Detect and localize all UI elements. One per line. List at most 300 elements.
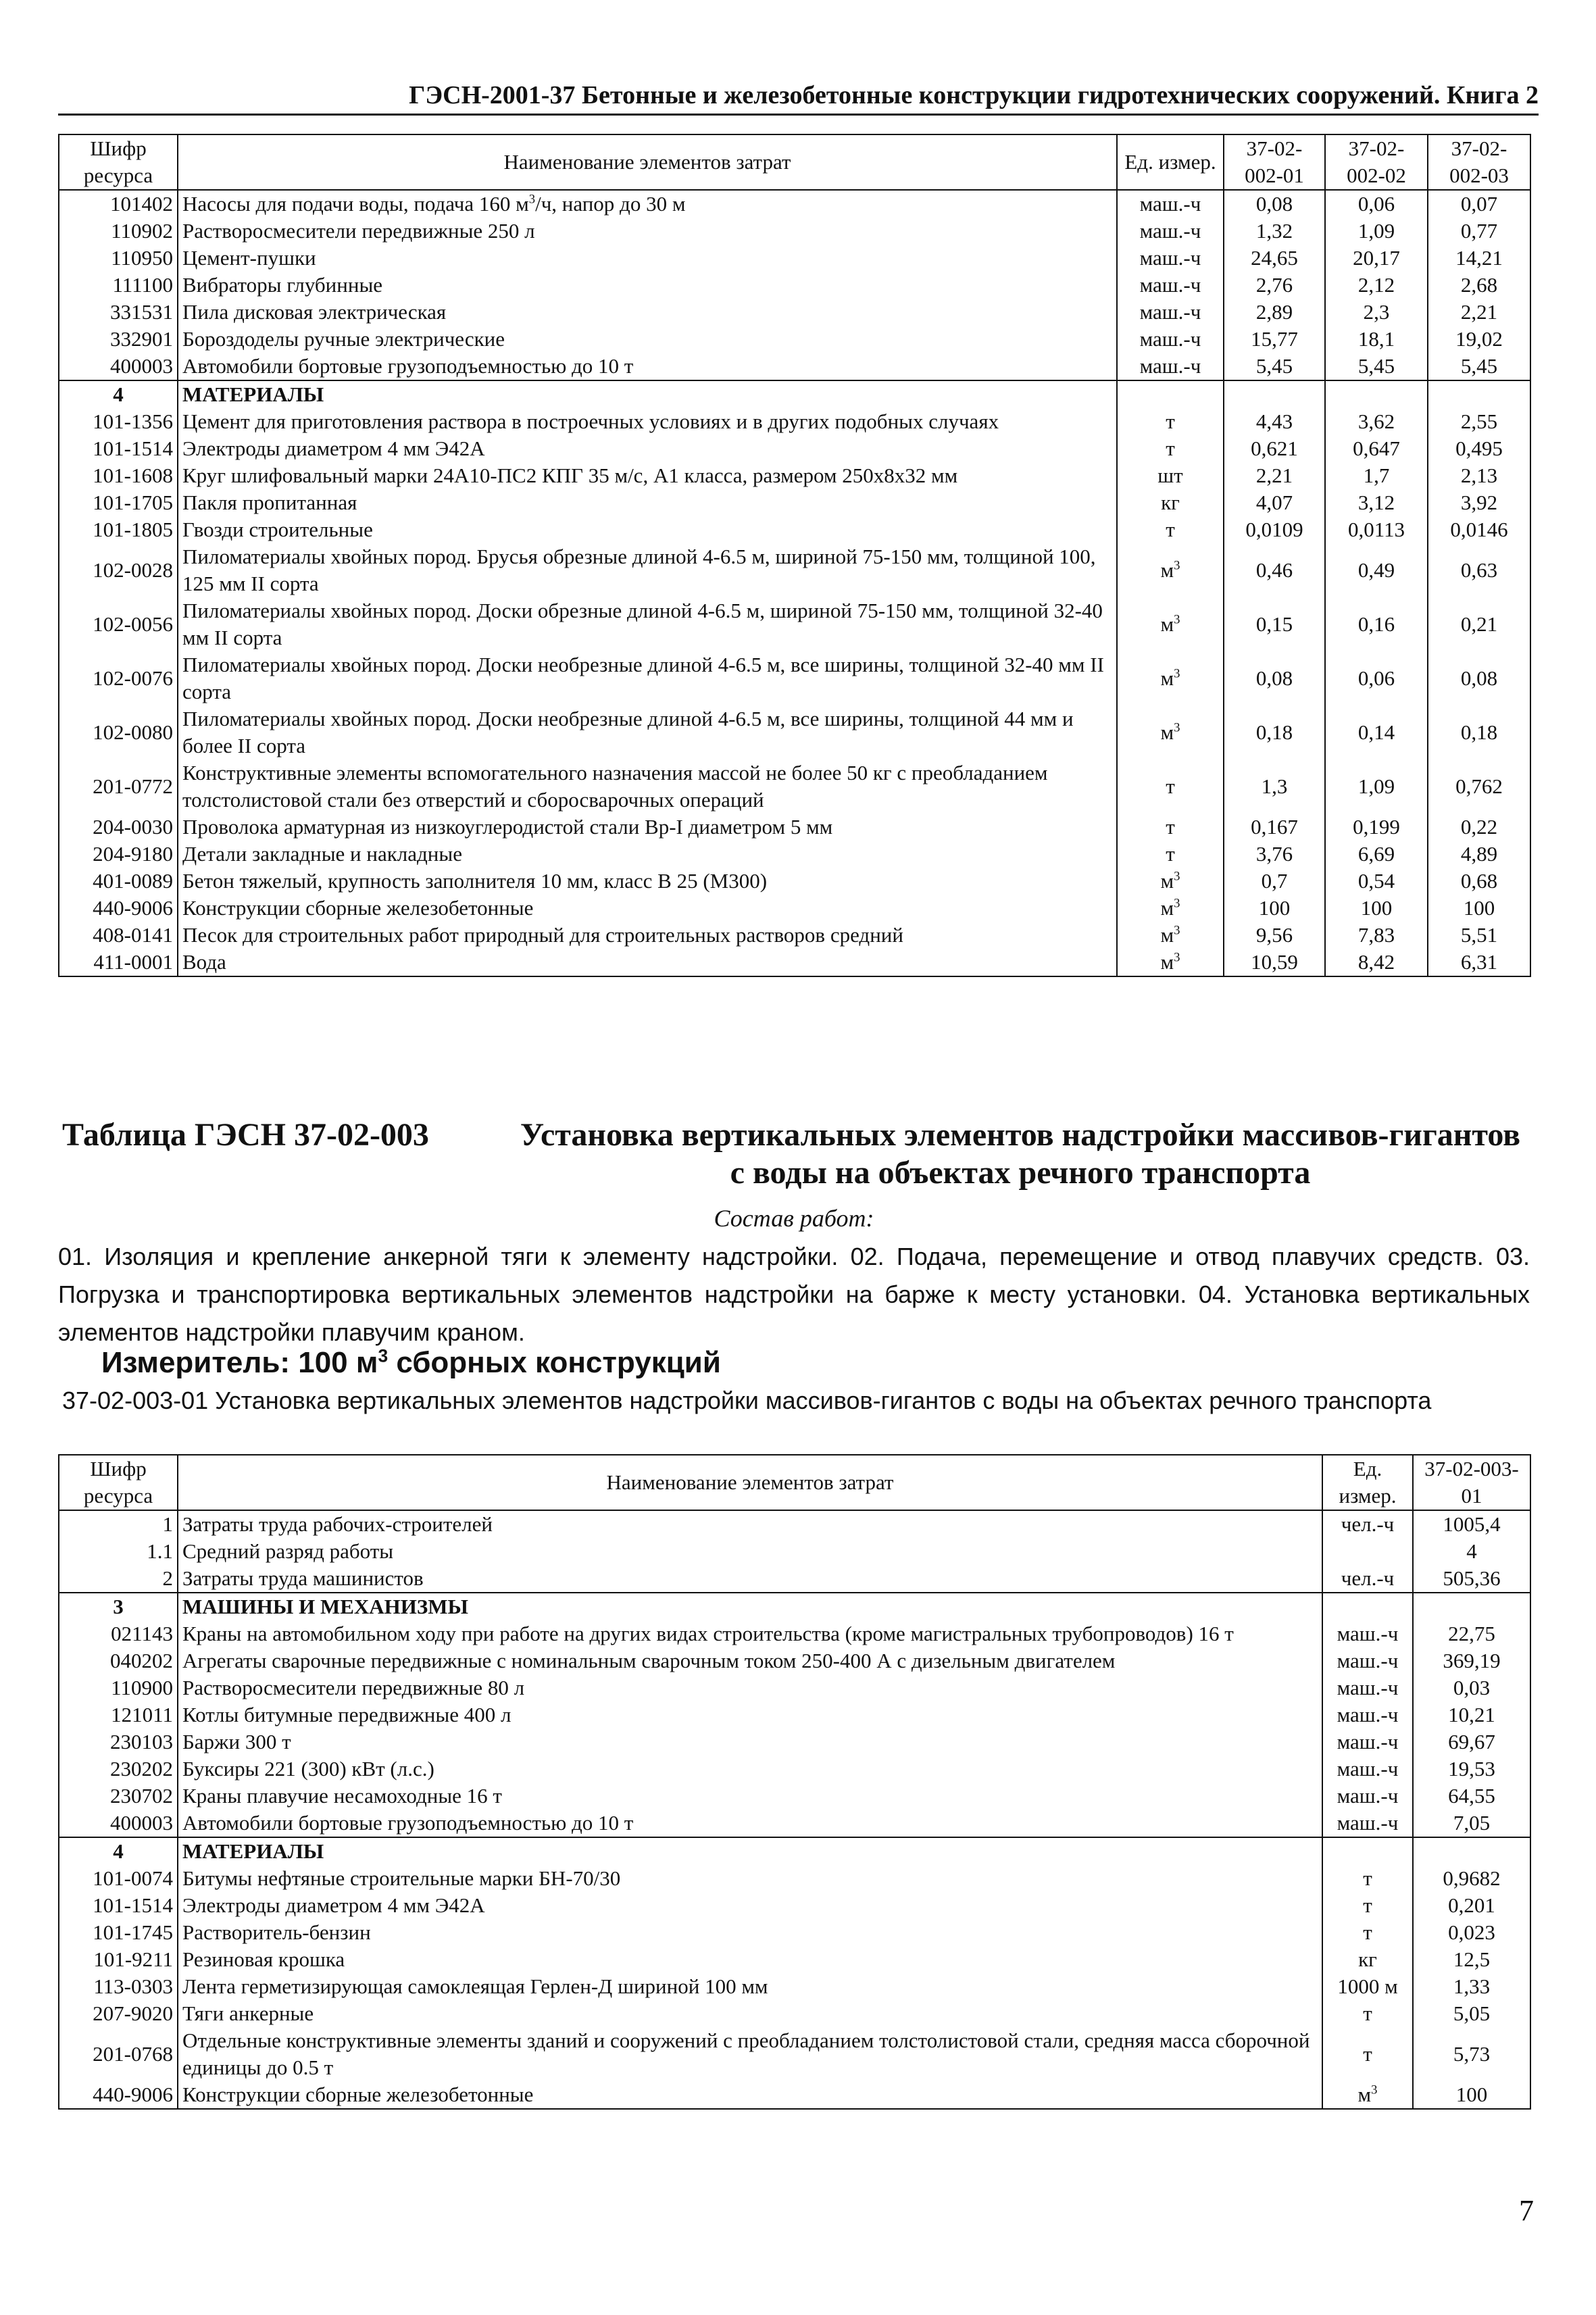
- cell-name: Растворосмесители передвижные 250 л: [178, 218, 1117, 245]
- cell-unit: $м^3$: [1117, 922, 1224, 949]
- cell-value: 2,3: [1325, 299, 1428, 326]
- cell-name: Круг шлифовальный марки 24А10-ПС2 КПГ 35 м/с, А1 класса, размером 250х8х32 мм: [178, 462, 1117, 489]
- cell-unit: маш.-ч: [1117, 353, 1224, 380]
- cell-value: 7,83: [1325, 922, 1428, 949]
- cell-name: Пиломатериалы хвойных пород. Доски необрезные длиной 4-6.5 м, все ширины, толщиной 32-40 мм II сорта: [178, 651, 1117, 705]
- cell-value: 5,51: [1428, 922, 1530, 949]
- cell-code: 101-1356: [59, 408, 178, 435]
- cell-code: 102-0076: [59, 651, 178, 705]
- cell-unit: $м^3$: [1117, 895, 1224, 922]
- col-header-unit: Ед. измер.: [1117, 134, 1224, 190]
- cell-unit: [1117, 380, 1224, 408]
- cell-unit: шт: [1117, 462, 1224, 489]
- cell-code: 121011: [59, 1701, 178, 1728]
- table-row: [59, 1674, 1530, 1701]
- cell-name: Конструкции сборные железобетонные: [178, 2081, 1322, 2109]
- section-header-row: [59, 1593, 1530, 1620]
- cell-code: 4: [59, 380, 178, 408]
- cell-unit: маш.-ч: [1117, 218, 1224, 245]
- cell-value: 0,16: [1325, 597, 1428, 651]
- cell-value: 100: [1224, 895, 1325, 922]
- cell-value: 0,22: [1428, 814, 1530, 841]
- table-row: [59, 705, 1530, 760]
- cell-value: 3,92: [1428, 489, 1530, 516]
- cell-code: 102-0056: [59, 597, 178, 651]
- cell-value: 2,13: [1428, 462, 1530, 489]
- table-row: [59, 326, 1530, 353]
- cell-unit: кг: [1322, 1946, 1413, 1973]
- cell-name: Вода: [178, 949, 1117, 976]
- cell-name: Растворосмесители передвижные 80 л: [178, 1674, 1322, 1701]
- cell-code: 230202: [59, 1756, 178, 1783]
- cell-code: 440-9006: [59, 895, 178, 922]
- cell-value: 1,09: [1325, 218, 1428, 245]
- cell-code: 101-1705: [59, 489, 178, 516]
- table-row: [59, 543, 1530, 597]
- cell-unit: маш.-ч: [1322, 1647, 1413, 1674]
- cell-value: 0,0113: [1325, 516, 1428, 543]
- table-row: [59, 597, 1530, 651]
- norm-subtitle: 37-02-003-01 Установка вертикальных элементов надстройки массивов-гигантов с воды на объектах речного транспорта: [62, 1387, 1432, 1414]
- table-row: [59, 1946, 1530, 1973]
- cell-code: 101-9211: [59, 1946, 178, 1973]
- cell-value: 10,21: [1413, 1701, 1530, 1728]
- col-header-unit: Ед. измер.: [1322, 1455, 1413, 1510]
- cell-unit: маш.-ч: [1322, 1701, 1413, 1728]
- table-row: [59, 1973, 1530, 2000]
- cell-code: 2: [59, 1565, 178, 1593]
- cell-unit: кг: [1117, 489, 1224, 516]
- cell-value: 9,56: [1224, 922, 1325, 949]
- superscript-3: 3: [1174, 666, 1180, 681]
- cell-name: Буксиры 221 (300) кВт (л.с.): [178, 1756, 1322, 1783]
- cell-name: Пакля пропитанная: [178, 489, 1117, 516]
- cell-code: 230103: [59, 1728, 178, 1756]
- superscript-3: 3: [1174, 612, 1180, 627]
- cell-unit: т: [1322, 1892, 1413, 1919]
- table-row: [59, 895, 1530, 922]
- table-row: [59, 190, 1530, 218]
- cell-code: 207-9020: [59, 2000, 178, 2027]
- table-row: [59, 408, 1530, 435]
- cell-value: 0,08: [1224, 651, 1325, 705]
- cell-code: 440-9006: [59, 2081, 178, 2109]
- table-row: [59, 516, 1530, 543]
- cell-code: 204-9180: [59, 841, 178, 868]
- cell-value: 0,201: [1413, 1892, 1530, 1919]
- cell-value: 0,08: [1428, 651, 1530, 705]
- cell-value: 100: [1413, 2081, 1530, 2109]
- table-row: [59, 922, 1530, 949]
- table-row: [59, 1620, 1530, 1647]
- cell-value: 100: [1325, 895, 1428, 922]
- cell-value: 0,621: [1224, 435, 1325, 462]
- cell-value: 0,63: [1428, 543, 1530, 597]
- resources-table-37-02-002: [58, 134, 1531, 977]
- cell-name: Бороздоделы ручные электрические: [178, 326, 1117, 353]
- cell-name: Цемент-пушки: [178, 245, 1117, 272]
- cell-value: 18,1: [1325, 326, 1428, 353]
- superscript-3: 3: [1371, 2083, 1378, 2097]
- table-row: [59, 760, 1530, 814]
- col-header-name: Наименование элементов затрат: [178, 134, 1117, 190]
- cell-code: 110950: [59, 245, 178, 272]
- table-row: [59, 245, 1530, 272]
- cell-code: 3: [59, 1593, 178, 1620]
- cell-code: 230702: [59, 1783, 178, 1810]
- cell-code: 101-1805: [59, 516, 178, 543]
- table-row: [59, 1810, 1530, 1837]
- cell-unit: маш.-ч: [1117, 326, 1224, 353]
- cell-unit: т: [1117, 760, 1224, 814]
- cell-value: 0,15: [1224, 597, 1325, 651]
- cell-value: 2,12: [1325, 272, 1428, 299]
- cell-name: Электроды диаметром 4 мм Э42А: [178, 1892, 1322, 1919]
- cell-code: 101-1514: [59, 435, 178, 462]
- cell-value: 5,45: [1325, 353, 1428, 380]
- cell-value: 0,0109: [1224, 516, 1325, 543]
- cell-code: 101-1514: [59, 1892, 178, 1919]
- cell-value: 5,45: [1224, 353, 1325, 380]
- cell-value: 1,3: [1224, 760, 1325, 814]
- table-row: [59, 1919, 1530, 1946]
- cell-name: Бетон тяжелый, крупность заполнителя 10 мм, класс В 25 (М300): [178, 868, 1117, 895]
- cell-value: 0,54: [1325, 868, 1428, 895]
- cell-code: 113-0303: [59, 1973, 178, 2000]
- cell-code: 1.1: [59, 1538, 178, 1565]
- col-header-code: Шифр ресурса: [59, 1455, 178, 1510]
- cell-value: 12,5: [1413, 1946, 1530, 1973]
- cell-value: 5,45: [1428, 353, 1530, 380]
- cell-name: Битумы нефтяные строительные марки БН-70/30: [178, 1865, 1322, 1892]
- cell-value: 1005,4: [1413, 1510, 1530, 1538]
- meter-line: [101, 1346, 721, 1380]
- cell-value: 14,21: [1428, 245, 1530, 272]
- cell-unit: т: [1117, 841, 1224, 868]
- cell-code: 110902: [59, 218, 178, 245]
- superscript-3: 3: [1174, 950, 1180, 965]
- superscript-3: 3: [528, 192, 536, 207]
- cell-code: 111100: [59, 272, 178, 299]
- cell-code: 101-1608: [59, 462, 178, 489]
- cell-value: 0,06: [1325, 651, 1428, 705]
- table-row: [59, 272, 1530, 299]
- cell-name: Резиновая крошка: [178, 1946, 1322, 1973]
- superscript-3: 3: [1174, 923, 1180, 938]
- cell-code: 408-0141: [59, 922, 178, 949]
- cell-value: 0,495: [1428, 435, 1530, 462]
- cell-name: Проволока арматурная из низкоуглеродистой стали Вр-I диаметром 5 мм: [178, 814, 1117, 841]
- cell-name: Конструктивные элементы вспомогательного назначения массой не более 50 кг с преобладанием толстолистовой стали без отверстий и сборосварочных операций: [178, 760, 1117, 814]
- table-row: [59, 2081, 1530, 2109]
- cell-unit: т: [1322, 1919, 1413, 1946]
- table-row: [59, 489, 1530, 516]
- meter-superscript: 3: [378, 1345, 389, 1366]
- cell-code: 102-0080: [59, 705, 178, 760]
- resources-table-37-02-003: [58, 1454, 1531, 2110]
- cell-name: Автомобили бортовые грузоподъемностью до 10 т: [178, 1810, 1322, 1837]
- cell-value: 505,36: [1413, 1565, 1530, 1593]
- col-header-name: Наименование элементов затрат: [178, 1455, 1322, 1510]
- cell-value: 64,55: [1413, 1783, 1530, 1810]
- cell-name: Затраты труда машинистов: [178, 1565, 1322, 1593]
- cell-code: 201-0772: [59, 760, 178, 814]
- cell-code: 1: [59, 1510, 178, 1538]
- cell-value: 0,07: [1428, 190, 1530, 218]
- cell-value: 3,76: [1224, 841, 1325, 868]
- cell-name: Растворитель-бензин: [178, 1919, 1322, 1946]
- cell-value: 1,7: [1325, 462, 1428, 489]
- cell-unit: чел.-ч: [1322, 1510, 1413, 1538]
- table-row: [59, 462, 1530, 489]
- cell-code: 204-0030: [59, 814, 178, 841]
- page-number: 7: [1519, 2194, 1534, 2227]
- table-row: [59, 2027, 1530, 2081]
- cell-code: 101402: [59, 190, 178, 218]
- cell-value: 1,09: [1325, 760, 1428, 814]
- table-row: [59, 1783, 1530, 1810]
- cell-value: 2,21: [1224, 462, 1325, 489]
- cell-unit: [1322, 1593, 1413, 1620]
- cell-value: 0,68: [1428, 868, 1530, 895]
- section-header-row: [59, 1837, 1530, 1865]
- cell-value: 0,9682: [1413, 1865, 1530, 1892]
- cell-unit: т: [1117, 814, 1224, 841]
- cell-value: 0,167: [1224, 814, 1325, 841]
- cell-value: 2,55: [1428, 408, 1530, 435]
- cell-unit: маш.-ч: [1117, 190, 1224, 218]
- cell-value: 15,77: [1224, 326, 1325, 353]
- table-row: [59, 651, 1530, 705]
- cell-code: 201-0768: [59, 2027, 178, 2081]
- table-row: [59, 1701, 1530, 1728]
- cell-value: 2,68: [1428, 272, 1530, 299]
- meter-suffix: сборных конструкций: [388, 1346, 721, 1379]
- cell-value: 0,7: [1224, 868, 1325, 895]
- cell-value: 20,17: [1325, 245, 1428, 272]
- cell-name: МАШИНЫ И МЕХАНИЗМЫ: [178, 1593, 1322, 1620]
- cell-unit: маш.-ч: [1322, 1756, 1413, 1783]
- cell-unit: т: [1117, 516, 1224, 543]
- superscript-3: 3: [1174, 869, 1180, 884]
- table-label: Таблица ГЭСН 37-02-003: [62, 1117, 429, 1153]
- cell-value: 0,06: [1325, 190, 1428, 218]
- cell-name: Автомобили бортовые грузоподъемностью до 10 т: [178, 353, 1117, 380]
- cell-name: Агрегаты сварочные передвижные с номинальным сварочным током 250-400 А с дизельным двигателем: [178, 1647, 1322, 1674]
- cell-name: МАТЕРИАЛЫ: [178, 380, 1117, 408]
- table-row: [59, 353, 1530, 380]
- cell-unit: $м^3$: [1117, 597, 1224, 651]
- cell-unit: 1000 м: [1322, 1973, 1413, 2000]
- col-header-37-02-002-01: 37-02-002-01: [1224, 134, 1325, 190]
- cell-value: 22,75: [1413, 1620, 1530, 1647]
- running-header: ГЭСН-2001-37 Бетонные и железобетонные конструкции гидротехнических сооружений. Книга 2: [58, 80, 1539, 116]
- cell-unit: чел.-ч: [1322, 1565, 1413, 1593]
- table-row: [59, 435, 1530, 462]
- cell-name: Вибраторы глубинные: [178, 272, 1117, 299]
- cell-unit: маш.-ч: [1322, 1810, 1413, 1837]
- cell-value: 0,08: [1224, 190, 1325, 218]
- cell-value: 1,33: [1413, 1973, 1530, 2000]
- superscript-3: 3: [1174, 558, 1180, 573]
- cell-value: 369,19: [1413, 1647, 1530, 1674]
- cell-unit: маш.-ч: [1117, 245, 1224, 272]
- table-title: Установка вертикальных элементов надстройки массивов-гигантов с воды на объектах речного транспорта: [520, 1117, 1521, 1191]
- table-row: [59, 1892, 1530, 1919]
- col-header-code: Шифр ресурса: [59, 134, 178, 190]
- cell-value: [1224, 380, 1325, 408]
- cell-value: [1413, 1593, 1530, 1620]
- cell-name: Лента герметизирующая самоклеящая Герлен-Д шириной 100 мм: [178, 1973, 1322, 2000]
- table-row: [59, 841, 1530, 868]
- cell-value: 5,73: [1413, 2027, 1530, 2081]
- cell-value: 1,32: [1224, 218, 1325, 245]
- cell-value: 0,0146: [1428, 516, 1530, 543]
- cell-value: 4: [1413, 1538, 1530, 1565]
- cell-value: 2,89: [1224, 299, 1325, 326]
- cell-name: Пила дисковая электрическая: [178, 299, 1117, 326]
- cell-code: 101-0074: [59, 1865, 178, 1892]
- cell-unit: [1322, 1538, 1413, 1565]
- superscript-3: 3: [1174, 720, 1180, 735]
- cell-name: Краны на автомобильном ходу при работе на других видах строительства (кроме магистральных трубопроводов) 16 т: [178, 1620, 1322, 1647]
- cell-name: Средний разряд работы: [178, 1538, 1322, 1565]
- cell-value: 0,18: [1428, 705, 1530, 760]
- cell-value: 0,14: [1325, 705, 1428, 760]
- cell-value: [1413, 1837, 1530, 1865]
- cell-value: 6,69: [1325, 841, 1428, 868]
- cell-unit: $м^3$: [1117, 543, 1224, 597]
- col-header-37-02-002-02: 37-02-002-02: [1325, 134, 1428, 190]
- cell-value: 24,65: [1224, 245, 1325, 272]
- cell-code: 040202: [59, 1647, 178, 1674]
- cell-unit: маш.-ч: [1117, 272, 1224, 299]
- cell-value: 3,62: [1325, 408, 1428, 435]
- cell-unit: $м^3$: [1117, 705, 1224, 760]
- cell-code: 401-0089: [59, 868, 178, 895]
- cell-name: Отдельные конструктивные элементы зданий и сооружений с преобладанием толстолистовой стали, средняя масса сборочной единицы до 0.5 т: [178, 2027, 1322, 2081]
- cell-value: 4,07: [1224, 489, 1325, 516]
- cell-value: [1325, 380, 1428, 408]
- cell-name: Пиломатериалы хвойных пород. Доски необрезные длиной 4-6.5 м, все ширины, толщиной 44 мм и более II сорта: [178, 705, 1117, 760]
- cell-value: 100: [1428, 895, 1530, 922]
- table-row: [59, 1538, 1530, 1565]
- cell-name: Электроды диаметром 4 мм Э42А: [178, 435, 1117, 462]
- cell-code: 021143: [59, 1620, 178, 1647]
- cell-code: 332901: [59, 326, 178, 353]
- cell-value: 0,49: [1325, 543, 1428, 597]
- cell-value: 5,05: [1413, 2000, 1530, 2027]
- cell-code: 400003: [59, 1810, 178, 1837]
- table-row: [59, 299, 1530, 326]
- cell-unit: т: [1322, 1865, 1413, 1892]
- cell-unit: маш.-ч: [1322, 1674, 1413, 1701]
- cell-unit: маш.-ч: [1322, 1728, 1413, 1756]
- cell-value: 2,21: [1428, 299, 1530, 326]
- table-caption: [62, 1116, 1530, 1191]
- superscript-3: 3: [1174, 896, 1180, 911]
- table-header-row: [59, 134, 1530, 190]
- table-row: [59, 868, 1530, 895]
- cell-value: 10,59: [1224, 949, 1325, 976]
- cell-name: Конструкции сборные железобетонные: [178, 895, 1117, 922]
- cell-name: МАТЕРИАЛЫ: [178, 1837, 1322, 1865]
- cell-value: 0,03: [1413, 1674, 1530, 1701]
- table-row: [59, 814, 1530, 841]
- cell-unit: маш.-ч: [1322, 1783, 1413, 1810]
- cell-unit: $м^3$: [1117, 651, 1224, 705]
- cell-value: [1428, 380, 1530, 408]
- cell-value: 4,43: [1224, 408, 1325, 435]
- cell-unit: т: [1322, 2027, 1413, 2081]
- table-row: [59, 1756, 1530, 1783]
- cell-value: 4,89: [1428, 841, 1530, 868]
- cell-unit: т: [1117, 408, 1224, 435]
- cell-unit: $м^3$: [1117, 949, 1224, 976]
- cell-unit: маш.-ч: [1117, 299, 1224, 326]
- cell-unit: т: [1322, 2000, 1413, 2027]
- cell-name: Баржи 300 т: [178, 1728, 1322, 1756]
- cell-value: 3,12: [1325, 489, 1428, 516]
- table-header-row: [59, 1455, 1530, 1510]
- cell-name: Цемент для приготовления раствора в построечных условиях и в других подобных случаях: [178, 408, 1117, 435]
- cell-value: 69,67: [1413, 1728, 1530, 1756]
- table-row: [59, 2000, 1530, 2027]
- col-header-37-02-003-01: 37-02-003-01: [1413, 1455, 1530, 1510]
- table-row: [59, 949, 1530, 976]
- cell-unit: $м^3$: [1322, 2081, 1413, 2109]
- cell-value: 0,647: [1325, 435, 1428, 462]
- cell-name: Котлы битумные передвижные 400 л: [178, 1701, 1322, 1728]
- cell-name: Тяги анкерные: [178, 2000, 1322, 2027]
- cell-value: 0,023: [1413, 1919, 1530, 1946]
- cell-value: 19,53: [1413, 1756, 1530, 1783]
- cell-value: 8,42: [1325, 949, 1428, 976]
- cell-code: 101-1745: [59, 1919, 178, 1946]
- cell-name: Насосы для подачи воды, подача 160 $м^3/ч$, напор до 30 м: [178, 190, 1117, 218]
- cell-name: Детали закладные и накладные: [178, 841, 1117, 868]
- work-composition-heading: Состав работ:: [714, 1205, 874, 1232]
- work-composition-text: 01. Изоляция и крепление анкерной тяги к элементу надстройки. 02. Подача, перемещение и отвод плавучих средств. 03. Погрузка и транспортировка вертикальных элементов надстройки на барже к месту установки. 04. Установка вертикальных элементов надстройки плавучим краном.: [58, 1243, 1530, 1346]
- cell-name: Пиломатериалы хвойных пород. Доски обрезные длиной 4-6.5 м, шириной 75-150 мм, толщиной 32-40 мм II сорта: [178, 597, 1117, 651]
- cell-unit: маш.-ч: [1322, 1620, 1413, 1647]
- meter-prefix: Измеритель: 100 м: [101, 1346, 378, 1379]
- cell-name: Краны плавучие несамоходные 16 т: [178, 1783, 1322, 1810]
- table-row: [59, 1565, 1530, 1593]
- cell-code: 411-0001: [59, 949, 178, 976]
- cell-name: Затраты труда рабочих-строителей: [178, 1510, 1322, 1538]
- cell-value: 0,77: [1428, 218, 1530, 245]
- cell-code: 110900: [59, 1674, 178, 1701]
- cell-value: 0,46: [1224, 543, 1325, 597]
- cell-code: 4: [59, 1837, 178, 1865]
- cell-unit: $м^3$: [1117, 868, 1224, 895]
- cell-unit: [1322, 1837, 1413, 1865]
- table-row: [59, 1647, 1530, 1674]
- cell-unit: т: [1117, 435, 1224, 462]
- cell-code: 400003: [59, 353, 178, 380]
- cell-value: 0,21: [1428, 597, 1530, 651]
- cell-name: Пиломатериалы хвойных пород. Брусья обрезные длиной 4-6.5 м, шириной 75-150 мм, толщиной 100, 125 мм II сорта: [178, 543, 1117, 597]
- cell-value: 0,18: [1224, 705, 1325, 760]
- table-row: [59, 1510, 1530, 1538]
- table-row: [59, 1865, 1530, 1892]
- cell-code: 331531: [59, 299, 178, 326]
- cell-value: 0,199: [1325, 814, 1428, 841]
- table-row: [59, 1728, 1530, 1756]
- section-header-row: [59, 380, 1530, 408]
- table-row: [59, 218, 1530, 245]
